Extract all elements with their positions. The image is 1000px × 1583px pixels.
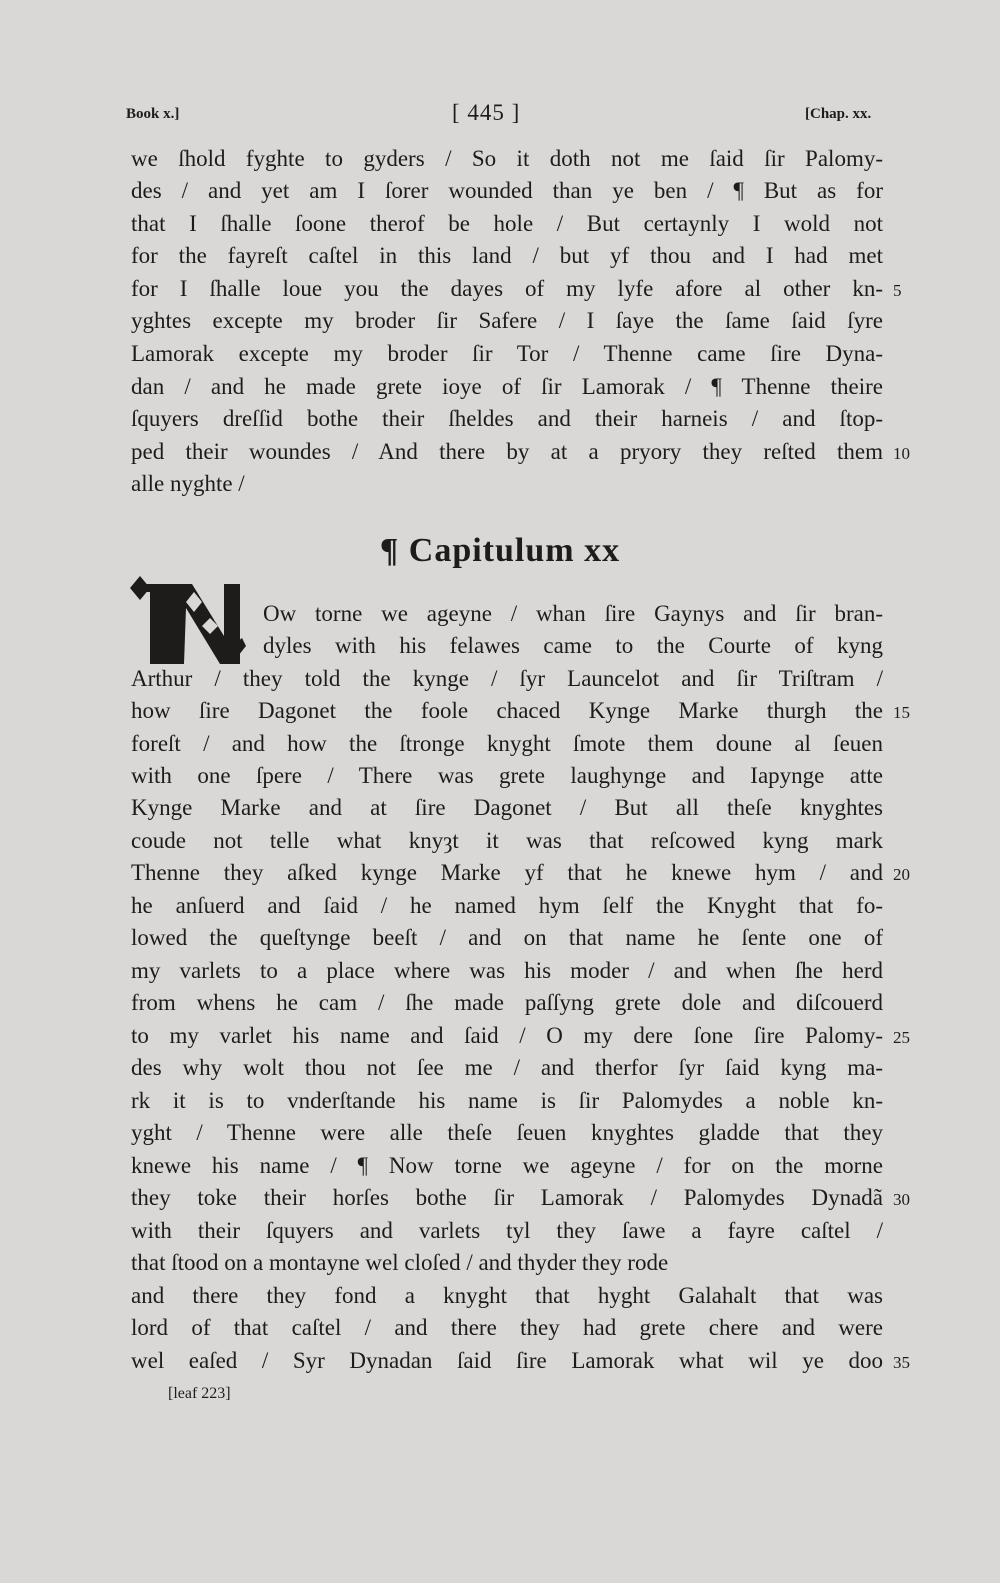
text-line: Lamorak excepte my broder ſir Tor / Thenne came ſire Dyna-: [131, 341, 883, 366]
text-line: how ſire Dagonet the foole chaced Kynge Marke thurgh the: [131, 698, 883, 723]
line-number: 20: [893, 865, 910, 884]
line-number: 10: [893, 444, 910, 463]
text-line: wel eaſed / Syr Dynadan ſaid ſire Lamorak what wil ye doo: [131, 1348, 883, 1373]
text-line: my varlets to a place where was his moder / and when ſhe herd: [131, 958, 883, 983]
chapter-heading: ¶ Capitulum xx: [379, 532, 621, 569]
text-line: des / and yet am I ſorer wounded than ye ben / ¶ But as for: [131, 178, 883, 203]
drop-cap-n-icon: [128, 574, 248, 666]
text-line: for the fayreſt caſtel in this land / but yf thou and I had met: [131, 243, 883, 268]
book-label: Book x.]: [126, 106, 180, 122]
text-line: foreſt / and how the ſtronge knyght ſmote them doune al ſeuen: [131, 731, 883, 756]
text-line: lord of that caſtel / and there they had grete chere and were: [131, 1315, 883, 1340]
line-number: 35: [893, 1353, 910, 1372]
text-line: for I ſhalle loue you the dayes of my lyfe afore al other kn-: [131, 276, 883, 301]
text-line: dyles with his felawes came to the Courte of kyng: [263, 633, 883, 658]
text-line: Thenne they aſked kynge Marke yf that he knewe hym / and: [131, 860, 883, 885]
line-number: 15: [893, 703, 910, 722]
text-line: ſquyers dreſſid bothe their ſheldes and their harneis / and ſtop-: [131, 406, 883, 431]
drop-cap-initial: [128, 574, 248, 671]
text-line: that ſtood on a montayne wel cloſed / and thyder they rode: [131, 1250, 669, 1275]
text-line: coude not telle what knyȝt it was that reſcowed kyng mark: [131, 828, 883, 853]
text-line: dan / and he made grete ioye of ſir Lamorak / ¶ Thenne theire: [131, 374, 883, 399]
line-number: 30: [893, 1190, 910, 1209]
text-line: des why wolt thou not ſee me / and therfor ſyr ſaid kyng ma-: [131, 1055, 883, 1080]
text-line: that I ſhalle ſoone therof be hole / But certaynly I wold not: [131, 211, 883, 236]
text-line: yghtes excepte my broder ſir Safere / I ſaye the ſame ſaid ſyre: [131, 308, 883, 333]
text-line: with one ſpere / There was grete laughynge and Iapynge atte: [131, 763, 883, 788]
line-number: 25: [893, 1028, 910, 1047]
text-line: Ow torne we ageyne / whan ſire Gaynys and ſir bran-: [263, 601, 883, 626]
text-line: rk it is to vnderſtande his name is ſir Palomydes a noble kn-: [131, 1088, 883, 1113]
text-line: he anſuerd and ſaid / he named hym ſelf the Knyght that fo-: [131, 893, 883, 918]
running-head: [0, 100, 1000, 136]
line-number: 5: [893, 281, 902, 300]
text-line: to my varlet his name and ſaid / O my dere ſone ſire Palomy-: [131, 1023, 883, 1048]
text-line: they toke their horſes bothe ſir Lamorak / Palomydes Dynadã: [131, 1185, 883, 1210]
leaf-marker: [leaf 223]: [168, 1385, 231, 1402]
text-line: knewe his name / ¶ Now torne we ageyne / for on the morne: [131, 1153, 883, 1178]
text-line: lowed the queſtynge beeſt / and on that name he ſente one of: [131, 925, 883, 950]
text-line: Kynge Marke and at ſire Dagonet / But all theſe knyghtes: [131, 795, 883, 820]
text-line: ped their woundes / And there by at a pryory they reſted them: [131, 439, 883, 464]
chapter-label: [Chap. xx.: [805, 106, 872, 122]
text-line: with their ſquyers and varlets tyl they ſawe a fayre caſtel /: [131, 1218, 883, 1243]
text-line: we ſhold fyghte to gyders / So it doth not me ſaid ſir Palomy-: [131, 146, 883, 171]
text-line: from whens he cam / ſhe made paſſyng grete dole and diſcouerd: [131, 990, 883, 1015]
text-line: Arthur / they told the kynge / ſyr Launcelot and ſir Triſtram /: [131, 666, 883, 691]
text-line: yght / Thenne were alle theſe ſeuen knyghtes gladde that they: [131, 1120, 883, 1145]
text-line: alle nyghte /: [131, 471, 245, 496]
text-line: and there they fond a knyght that hyght Galahalt that was: [131, 1283, 883, 1308]
page-number: [ 445 ]: [452, 100, 521, 125]
